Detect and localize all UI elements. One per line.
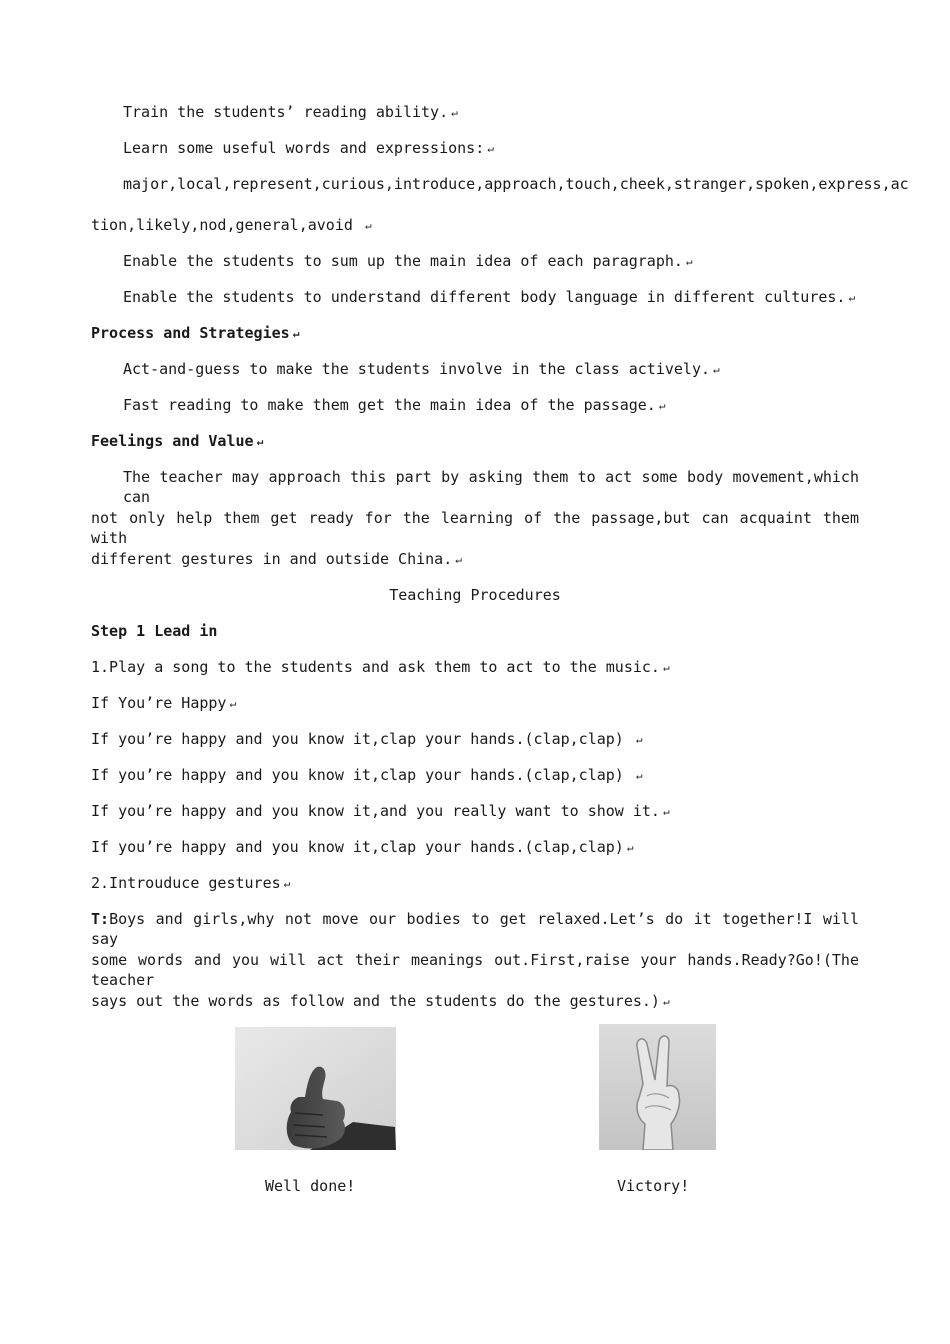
paragraph-mark-icon: ↵	[487, 141, 494, 155]
song-line: If you’re happy and you know it,clap your hands.(clap,clap) ↵	[91, 838, 634, 856]
paragraph-mark-icon: ↵	[713, 362, 720, 376]
paragraph-mark-icon: ↵	[455, 552, 462, 566]
objective-line: Learn some useful words and expressions: ↵	[123, 139, 494, 157]
objective-line: Train the students’ reading ability. ↵	[123, 103, 458, 121]
section-heading: Process and Strategies ↵	[91, 324, 300, 342]
list-item: 2.Introuduce gestures ↵	[91, 874, 291, 892]
paragraph-mark-icon: ↵	[658, 398, 666, 412]
list-item: 1.Play a song to the students and ask them to act to the music. ↵	[91, 658, 670, 676]
speaker-label: T:	[91, 910, 110, 928]
teacher-line: some words and you will act their meanings out.First,raise your hands.Ready?Go!(The teacher	[91, 951, 859, 989]
paragraph-mark-icon: ↵	[635, 732, 643, 746]
paragraph-mark-icon: ↵	[662, 660, 670, 674]
paragraph-mark-icon: ↵	[292, 326, 300, 340]
paragraph-mark-icon: ↵	[229, 696, 237, 710]
teacher-line: says out the words as follow and the students do the gestures.) ↵	[91, 992, 670, 1010]
page-title: Teaching Procedures	[389, 586, 561, 604]
paragraph-mark-icon: ↵	[848, 290, 856, 304]
paragraph-line: The teacher may approach this part by asking them to act some body movement,which can	[123, 468, 859, 506]
song-line: If you’re happy and you know it,and you really want to show it. ↵	[91, 802, 670, 820]
process-line: Act-and-guess to make the students involve in the class actively. ↵	[123, 360, 720, 378]
paragraph-mark-icon: ↵	[256, 434, 264, 448]
vocabulary-line: tion,likely,nod,general,avoid ↵	[91, 216, 372, 234]
victory-hand-photo	[599, 1024, 716, 1150]
figure-caption: Victory!	[617, 1177, 690, 1195]
objective-line: Enable the students to sum up the main idea of each paragraph. ↵	[123, 252, 693, 270]
thumbs-up-photo	[235, 1027, 396, 1150]
teacher-line: T:Boys and girls,why not move our bodies to get relaxed.Let’s do it together!I will say	[91, 910, 859, 948]
song-line: If you’re happy and you know it,clap your hands.(clap,clap) ↵	[91, 766, 643, 784]
objective-line: Enable the students to understand different body language in different cultures. ↵	[123, 288, 856, 306]
paragraph-mark-icon: ↵	[662, 994, 670, 1008]
paragraph-mark-icon: ↵	[662, 804, 670, 818]
song-line: If you’re happy and you know it,clap your hands.(clap,clap) ↵	[91, 730, 643, 748]
paragraph-mark-icon: ↵	[283, 876, 291, 890]
paragraph-line: different gestures in and outside China. ↵	[91, 550, 462, 568]
step-heading: Step 1 Lead in	[91, 622, 218, 640]
paragraph-mark-icon: ↵	[626, 840, 634, 854]
song-title: If You’re Happy ↵	[91, 694, 237, 712]
section-heading: Feelings and Value ↵	[91, 432, 264, 450]
thumbs-up-icon	[235, 1027, 396, 1150]
vocabulary-line: major,local,represent,curious,introduce,approach,touch,cheek,stranger,spoken,express,ac	[123, 175, 909, 193]
paragraph-mark-icon: ↵	[451, 105, 458, 119]
paragraph-line: not only help them get ready for the learning of the passage,but can acquaint them with	[91, 509, 859, 547]
paragraph-mark-icon: ↵	[635, 768, 643, 782]
victory-hand-icon	[599, 1024, 716, 1150]
paragraph-mark-icon: ↵	[685, 254, 693, 268]
paragraph-mark-icon: ↵	[364, 218, 372, 232]
figure-caption: Well done!	[265, 1177, 356, 1195]
process-line: Fast reading to make them get the main idea of the passage. ↵	[123, 396, 666, 414]
